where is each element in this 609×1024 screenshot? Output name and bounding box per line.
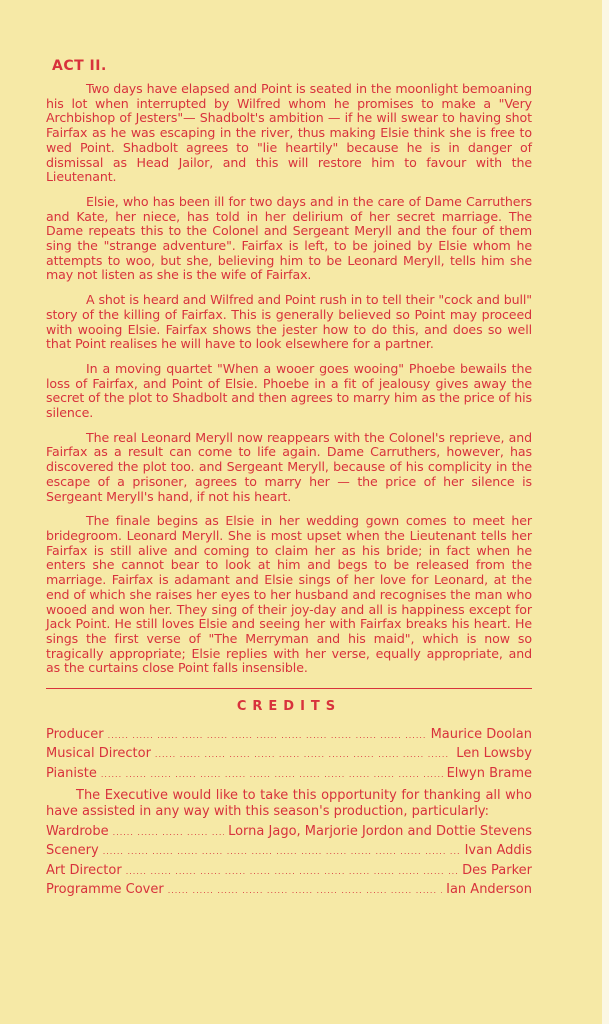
credit-row-art-director xyxy=(46,862,532,881)
programme-page xyxy=(46,58,532,900)
credit-row-producer xyxy=(46,726,532,745)
credit-role: Musical Director xyxy=(46,746,151,762)
synopsis-paragraph-1: Two days have elapsed and Point is seated in the moonlight bemoaning his lot when interrupted by Wilfred whom he promises to make a "Very Archbishop of Jesters"— Shadbolt's ambition — if he will swear to having shot Fairfax as he was escaping in the river, thus making Elsie think she is free to wed Point. Shadbolt agrees to "lie heartily" because he is in danger of dismissal as Head Jailor, and this will restore him to favour with the Lieutenant. xyxy=(46,81,532,185)
credits-title: CREDITS xyxy=(236,699,342,715)
credit-row-wardrobe xyxy=(46,823,532,842)
synopsis-paragraph-6: The finale begins as Elsie in her wedding gown comes to meet her bridegroom. Leonard Meryll. She is most upset when the Lieutenant tells her Fairfax is still alive and coming to claim her as his bride; in fact when he enters she cannot bear to look at him and begs to be released from the marriage. Fairfax is adamant and Elsie sings of her love for Leonard, at the end of which she raises her eyes to her husband and recognises the man who wooed and won her. They sing of their joy-day and all is happiness except for Jack Point. He still loves Elsie and seeing her with Fairfax breaks his heart. He sings the first verse of "The Merryman and his maid", which is now so tragically appropriate; Elsie replies with her verse, equally appropriate, and as the curtains close Point falls insensible. xyxy=(46,513,532,676)
synopsis-paragraph-5: The real Leonard Meryll now reappears with the Colonel's reprieve, and Fairfax as a result can come to life again. Dame Carruthers, however, has discovered the plot too. and Sergeant Meryll, because of his complicity in the escape of a prisoner, agrees to marry her — the price of her silence is Sergeant Meryll's hand, if not his heart. xyxy=(46,429,532,504)
credit-row-programme-cover xyxy=(46,881,532,900)
credit-role: Art Director xyxy=(46,862,122,878)
credit-name: Maurice Doolan xyxy=(430,727,532,743)
credit-role: Programme Cover xyxy=(46,881,164,897)
credit-role: Scenery xyxy=(46,843,99,859)
synopsis-paragraph-4: In a moving quartet "When a wooer goes wooing" Phoebe bewails the loss of Fairfax, and Point of Elsie. Phoebe in a fit of jealousy gives away the secret of the plot to Shadbolt and then agrees to marry him as the price of his silence. xyxy=(46,360,532,421)
dot-leader xyxy=(126,863,458,881)
credit-name: Ivan Addis xyxy=(464,843,532,859)
credit-name: Len Lowsby xyxy=(456,746,532,762)
credit-row-pianiste xyxy=(46,765,532,784)
paper-edge xyxy=(602,0,609,1024)
credit-name: Ian Anderson xyxy=(446,881,532,897)
dot-leader xyxy=(103,843,461,861)
section-divider xyxy=(46,688,532,689)
credit-name: Lorna Jago, Marjorie Jordon and Dottie Stevens xyxy=(228,823,532,839)
credit-row-scenery xyxy=(46,842,532,861)
synopsis-paragraph-2: Elsie, who has been ill for two days and in the care of Dame Carruthers and Kate, her niece, has told in her delirium of her secret marriage. The Dame repeats this to the Colonel and Sergeant Meryll and the four of them sing the "strange adventure". Fairfax is left, to be joined by Elsie whom he attempts to woo, but she, believing him to be Leonard Meryll, tells him she may not listen as she is the wife of Fairfax. xyxy=(46,193,532,283)
dot-leader xyxy=(155,746,452,764)
credit-row-musical-director xyxy=(46,745,532,764)
dot-leader xyxy=(168,882,442,900)
act-title: ACT II. xyxy=(52,58,107,74)
credit-role: Pianiste xyxy=(46,765,97,781)
thanks-note: The Executive would like to take this opportunity for thanking all who have assisted in any way with this season's production, particularly: xyxy=(46,787,532,820)
dot-leader xyxy=(108,727,427,745)
dot-leader xyxy=(113,824,224,842)
dot-leader xyxy=(101,766,443,784)
credit-role: Producer xyxy=(46,727,104,743)
credit-name: Elwyn Brame xyxy=(446,765,532,781)
credit-role: Wardrobe xyxy=(46,823,109,839)
synopsis-paragraph-3: A shot is heard and Wilfred and Point rush in to tell their "cock and bull" story of the killing of Fairfax. This is generally believed so Point may proceed with wooing Elsie. Fairfax shows the jester how to do this, and does so well that Point realises he will have to look elsewhere for a partner. xyxy=(46,292,532,352)
credit-name: Des Parker xyxy=(462,862,532,878)
